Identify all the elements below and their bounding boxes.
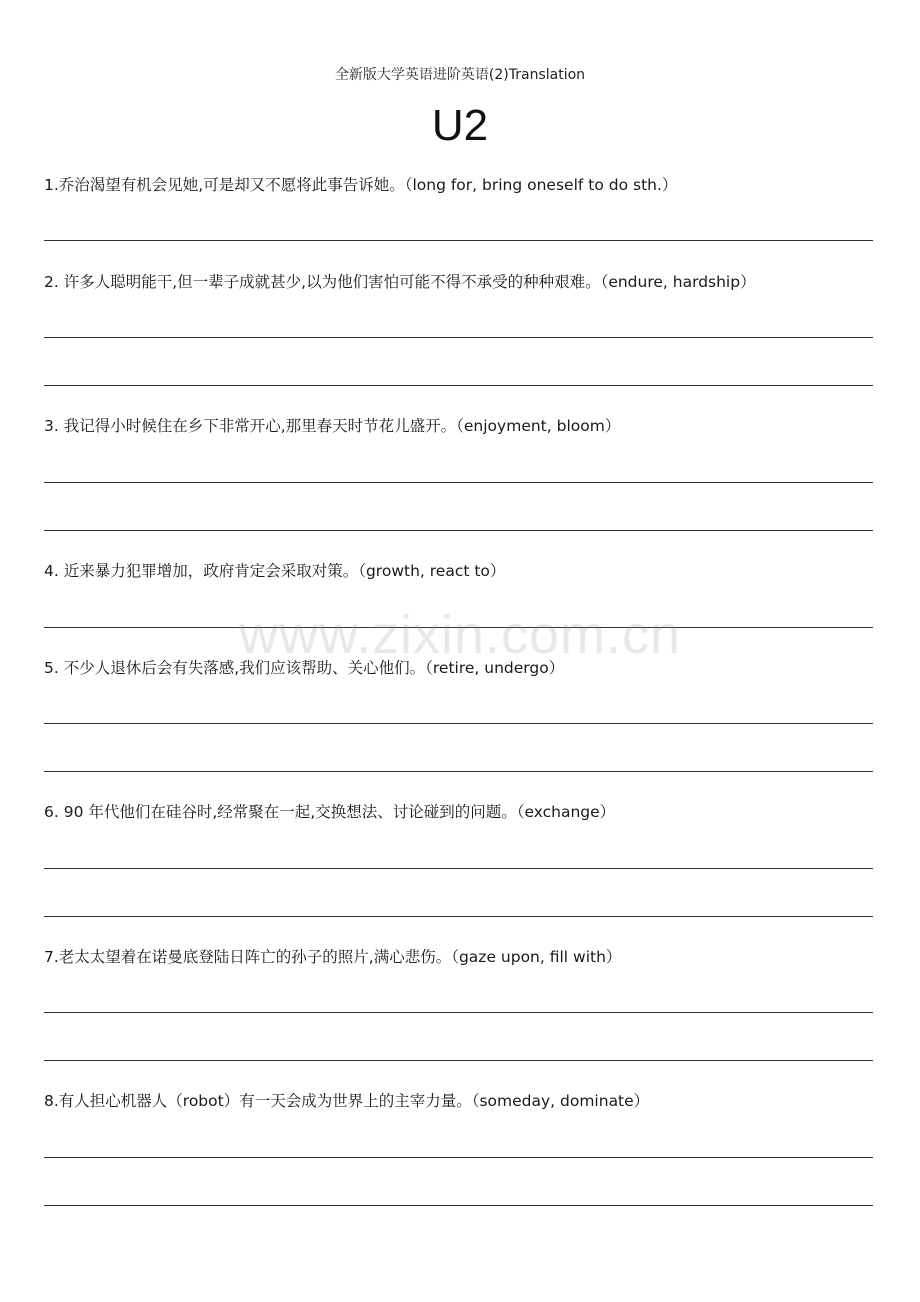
answer-line[interactable]	[44, 723, 873, 724]
answer-line[interactable]	[44, 1012, 873, 1013]
unit-title: U2	[431, 101, 489, 150]
document-header: 全新版大学英语进阶英语(2)Translation	[334, 67, 586, 83]
question-7: 7.老太太望着在诺曼底登陆日阵亡的孙子的照片,满心悲伤。（gaze upon, fill with）	[44, 948, 622, 966]
question-2: 2. 许多人聪明能干,但一辈子成就甚少,以为他们害怕可能不得不承受的种种艰难。（endure, hardship）	[44, 273, 756, 291]
answer-line[interactable]	[44, 482, 873, 483]
question-3: 3. 我记得小时候住在乡下非常开心,那里春天时节花儿盛开。（enjoyment, bloom）	[44, 417, 621, 435]
answer-line[interactable]	[44, 530, 873, 531]
answer-line[interactable]	[44, 916, 873, 917]
answer-line[interactable]	[44, 1060, 873, 1061]
question-5: 5. 不少人退休后会有失落感,我们应该帮助、关心他们。（retire, undergo）	[44, 659, 565, 677]
watermark: www.zixin.com.cn	[238, 605, 682, 665]
question-1: 1.乔治渴望有机会见她,可是却又不愿将此事告诉她。（long for, bring oneself to do sth.）	[44, 176, 678, 194]
answer-line[interactable]	[44, 1205, 873, 1206]
question-4: 4. 近来暴力犯罪增加，政府肯定会采取对策。（growth, react to）	[44, 562, 506, 580]
question-6: 6. 90 年代他们在硅谷时,经常聚在一起,交换想法、讨论碰到的问题。（exchange）	[44, 803, 616, 821]
answer-line[interactable]	[44, 868, 873, 869]
answer-line[interactable]	[44, 627, 873, 628]
answer-line[interactable]	[44, 771, 873, 772]
question-8: 8.有人担心机器人（robot）有一天会成为世界上的主宰力量。（someday, dominate）	[44, 1092, 650, 1110]
answer-line[interactable]	[44, 1157, 873, 1158]
answer-line[interactable]	[44, 240, 873, 241]
answer-line[interactable]	[44, 337, 873, 338]
answer-line[interactable]	[44, 385, 873, 386]
